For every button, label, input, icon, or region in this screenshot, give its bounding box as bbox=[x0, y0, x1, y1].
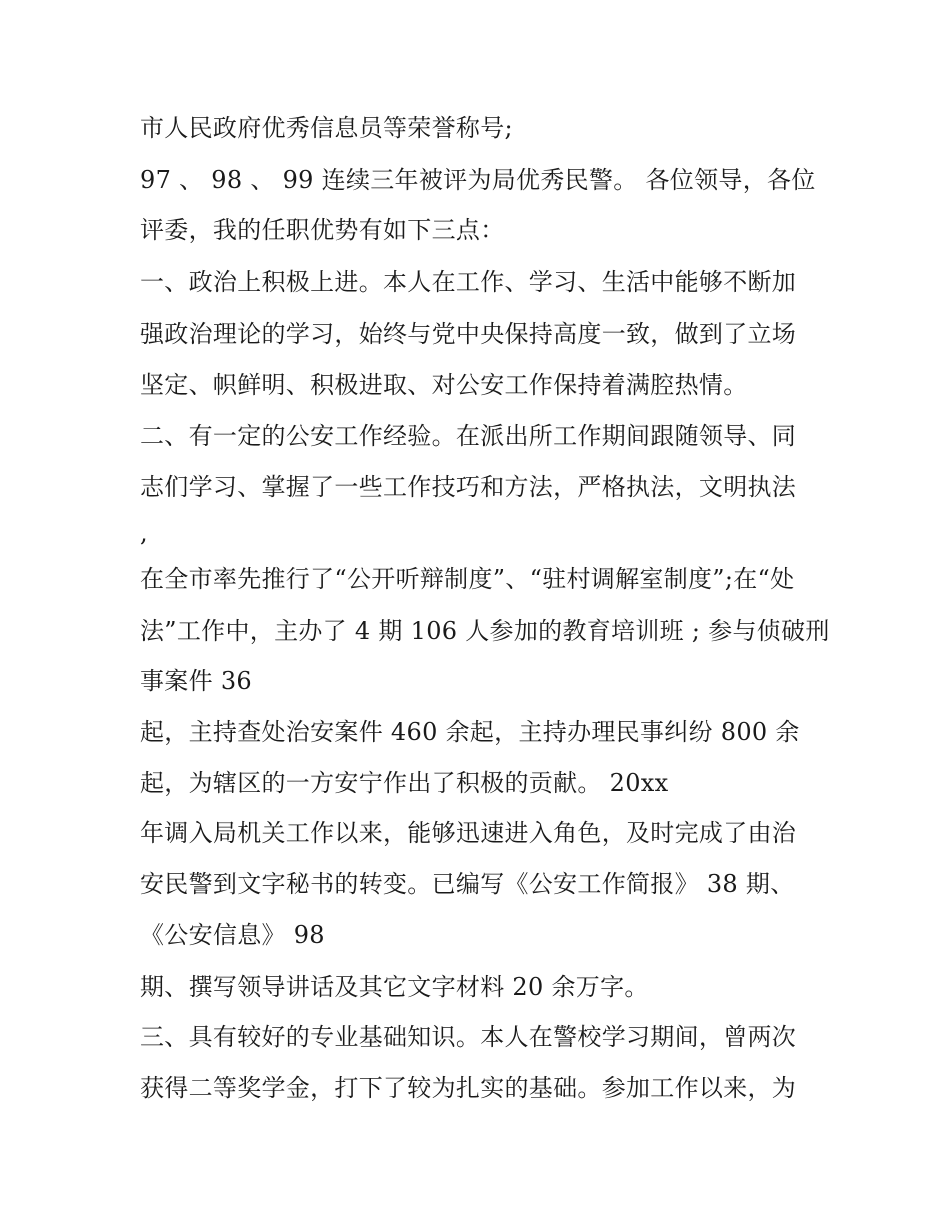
text-line: 法”工作中，主办了 4 期 106 人参加的教育培训班 ; 参与侦破刑 bbox=[140, 617, 830, 645]
text-line: 获得二等奖学金，打下了较为扎实的基础。参加工作以来，为 bbox=[140, 1074, 797, 1102]
text-line: 坚定、帜鲜明、积极进取、对公安工作保持着满腔热情。 bbox=[140, 371, 748, 399]
text-line: , bbox=[140, 519, 148, 547]
text-line: 评委，我的任职优势有如下三点： bbox=[140, 216, 505, 244]
text-line: 二、有一定的公安工作经验。在派出所工作期间跟随领导、同 bbox=[140, 422, 797, 450]
text-line: 安民警到文字秘书的转变。已编写《公安工作简报》 38 期、 bbox=[140, 870, 795, 898]
text-line: 强政治理论的学习，始终与党中央保持高度一致，做到了立场 bbox=[140, 320, 797, 348]
text-line: 97 、 98 、 99 连续三年被评为局优秀民警。 各位领导，各位 bbox=[140, 166, 816, 194]
text-line: 三、具有较好的专业基础知识。本人在警校学习期间，曾两次 bbox=[140, 1023, 797, 1051]
text-line: 事案件 36 bbox=[140, 667, 252, 695]
text-line: 起，为辖区的一方安宁作出了积极的贡献。 20xx bbox=[140, 769, 669, 797]
text-line: 《公安信息》 98 bbox=[140, 921, 325, 949]
text-line: 志们学习、掌握了一些工作技巧和方法，严格执法，文明执法 bbox=[140, 473, 797, 501]
text-line: 起，主持查处治安案件 460 余起，主持办理民事纠纷 800 余 bbox=[140, 718, 800, 746]
text-line: 市人民政府优秀信息员等荣誉称号; bbox=[140, 114, 513, 142]
text-line: 期、撰写领导讲话及其它文字材料 20 余万字。 bbox=[140, 973, 649, 1001]
text-line: 在全市率先推行了“公开听辩制度”、“驻村调解室制度”;在“处 bbox=[140, 565, 795, 593]
text-line: 一、政治上积极上进。本人在工作、学习、生活中能够不断加 bbox=[140, 268, 797, 296]
text-line: 年调入局机关工作以来，能够迅速进入角色，及时完成了由治 bbox=[140, 819, 797, 847]
